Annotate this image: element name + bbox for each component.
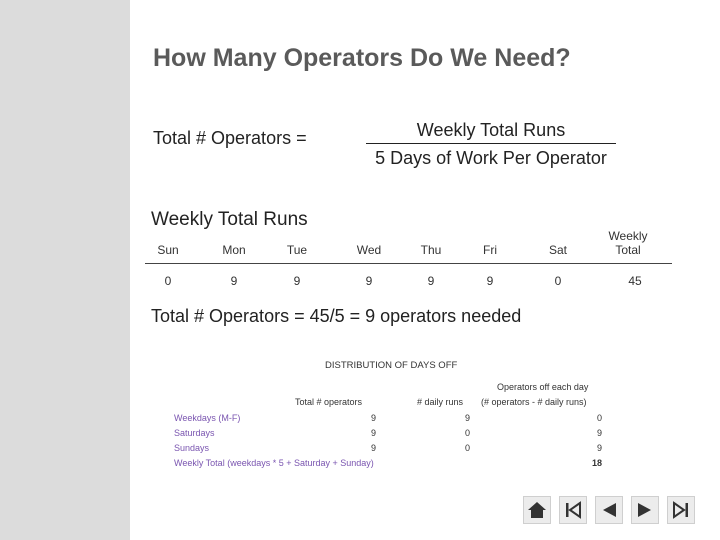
distribution-off: 9 (596, 428, 602, 438)
last-slide-button[interactable] (667, 496, 695, 524)
distribution-total-operators: 9 (370, 443, 376, 453)
first-slide-icon (563, 500, 583, 520)
distribution-total-value: 18 (591, 458, 602, 468)
distribution-off: 0 (596, 413, 602, 423)
distribution-daily-runs: 0 (464, 428, 470, 438)
formula-left-side: Total # Operators = (153, 128, 307, 148)
distribution-total-operators: 9 (370, 413, 376, 423)
home-button[interactable] (523, 496, 551, 524)
header-mon: Mon (222, 243, 246, 257)
formula-fraction (360, 120, 622, 169)
header-wed: Wed (356, 243, 382, 257)
distribution-total-label: Weekly Total (weekdays * 5 + Saturday + Sunday) (174, 458, 374, 468)
header-weekly-total: Weekly Total (608, 229, 648, 257)
distribution-header-off: (# operators - # daily runs) (481, 397, 587, 407)
next-slide-button[interactable] (631, 496, 659, 524)
header-thu: Thu (420, 243, 442, 257)
runs-table-header (145, 228, 672, 264)
formula-numerator: Weekly Total Runs (366, 120, 616, 144)
value-thu: 9 (427, 274, 435, 288)
runs-table-row (145, 264, 672, 294)
first-slide-button[interactable] (559, 496, 587, 524)
left-sidebar-band (0, 0, 130, 540)
value-tue: 9 (293, 274, 301, 288)
formula-denominator: 5 Days of Work Per Operator (375, 148, 607, 168)
value-fri: 9 (486, 274, 494, 288)
distribution-table (170, 357, 615, 472)
distribution-title: DISTRIBUTION OF DAYS OFF (325, 360, 458, 371)
value-weekly-total: 45 (628, 274, 642, 288)
distribution-daily-runs: 0 (464, 443, 470, 453)
last-slide-icon (671, 500, 691, 520)
header-tue: Tue (286, 243, 308, 257)
previous-slide-icon (599, 500, 619, 520)
value-sun: 0 (164, 274, 172, 288)
next-slide-icon (635, 500, 655, 520)
weekly-runs-table (145, 228, 672, 294)
distribution-header-total-operators: Total # operators (295, 397, 363, 407)
distribution-off: 9 (596, 443, 602, 453)
home-icon (527, 500, 547, 520)
value-mon: 9 (230, 274, 238, 288)
distribution-header-super: Operators off each day (497, 382, 589, 392)
distribution-row-label: Sundays (174, 443, 210, 453)
distribution-row-label: Weekdays (M-F) (174, 413, 241, 423)
previous-slide-button[interactable] (595, 496, 623, 524)
header-sun: Sun (157, 243, 179, 257)
weekly-runs-label: Weekly Total Runs (151, 209, 308, 230)
distribution-total-operators: 9 (370, 428, 376, 438)
distribution-header-daily-runs: # daily runs (417, 397, 464, 407)
result-statement: Total # Operators = 45/5 = 9 operators needed (151, 306, 522, 326)
slide-navigation (523, 496, 695, 524)
header-sat: Sat (548, 243, 567, 257)
header-fri: Fri (483, 243, 497, 257)
value-sat: 0 (554, 274, 562, 288)
page-title: How Many Operators Do We Need? (153, 44, 571, 72)
value-wed: 9 (365, 274, 373, 288)
distribution-daily-runs: 9 (464, 413, 470, 423)
distribution-row-label: Saturdays (174, 428, 215, 438)
